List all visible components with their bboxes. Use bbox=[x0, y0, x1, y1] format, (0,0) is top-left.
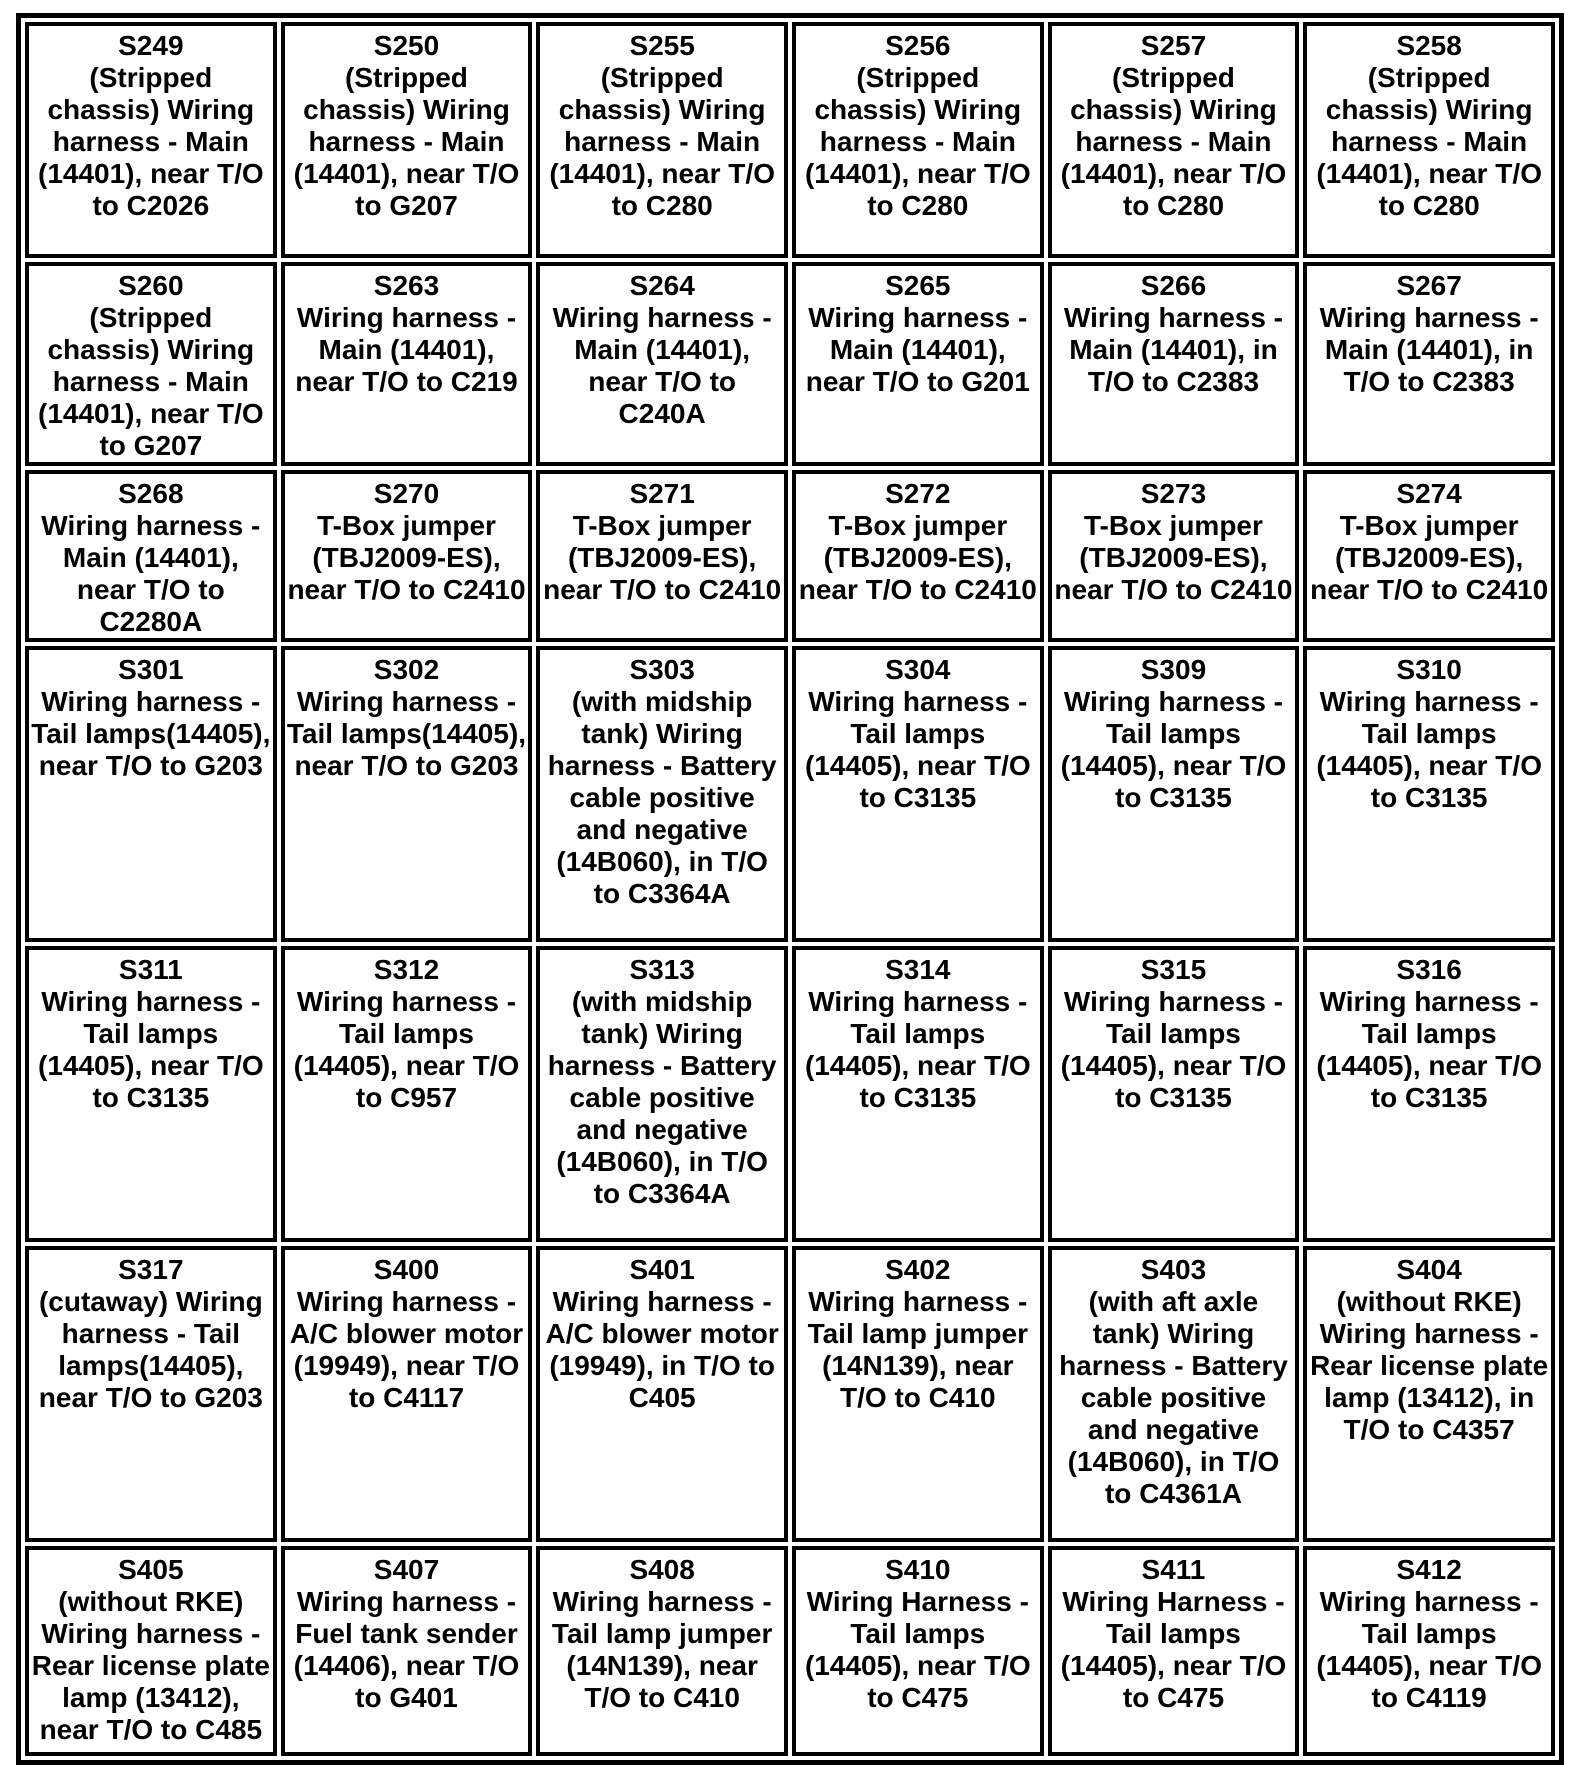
splice-code: S263 bbox=[373, 270, 440, 301]
table-cell bbox=[1048, 1246, 1300, 1542]
splice-code: S264 bbox=[629, 270, 695, 301]
splice-description: T-Box jumper (TBJ2009-ES), near T/O to C2410 bbox=[543, 510, 782, 605]
table-cell bbox=[536, 646, 788, 942]
splice-code: S266 bbox=[1140, 270, 1207, 301]
splice-code: S257 bbox=[1140, 30, 1207, 61]
splice-code: S313 bbox=[629, 954, 695, 985]
table-cell bbox=[1048, 946, 1300, 1242]
splice-description: (Stripped chassis) Wiring harness - Main (14401), near T/O to G207 bbox=[38, 302, 264, 461]
splice-description: Wiring harness - Main (14401), in T/O to C2383 bbox=[1063, 302, 1284, 397]
splice-code: S408 bbox=[629, 1554, 695, 1585]
table-cell bbox=[536, 262, 788, 466]
splice-description: T-Box jumper (TBJ2009-ES), near T/O to C2410 bbox=[1054, 510, 1293, 605]
splice-code: S401 bbox=[629, 1254, 695, 1285]
splice-description: (without RKE) Wiring harness - Rear license plate lamp (13412), in T/O to C4357 bbox=[1310, 1286, 1549, 1445]
splice-code: S412 bbox=[1396, 1554, 1462, 1585]
table-cell bbox=[1303, 1546, 1555, 1756]
table-cell bbox=[25, 1546, 277, 1756]
splice-code: S400 bbox=[373, 1254, 440, 1285]
splice-code: S258 bbox=[1396, 30, 1462, 61]
splice-code: S312 bbox=[373, 954, 440, 985]
splice-code: S273 bbox=[1140, 478, 1207, 509]
splice-code: S274 bbox=[1396, 478, 1462, 509]
table-cell bbox=[1048, 646, 1300, 942]
table-row bbox=[25, 22, 1555, 258]
table-cell bbox=[1048, 1546, 1300, 1756]
splice-code: S309 bbox=[1140, 654, 1207, 685]
splice-code: S311 bbox=[118, 954, 183, 985]
splice-code: S302 bbox=[373, 654, 440, 685]
splice-description: (with midship tank) Wiring harness - Battery cable positive and negative (14B060), in T/O to C3364A bbox=[547, 986, 777, 1209]
table-cell bbox=[281, 946, 533, 1242]
splice-code: S270 bbox=[373, 478, 440, 509]
splice-description: (Stripped chassis) Wiring harness - Main (14401), near T/O to C280 bbox=[804, 62, 1031, 221]
table-cell bbox=[281, 1246, 533, 1542]
splice-code: S249 bbox=[118, 30, 184, 61]
splice-code: S304 bbox=[885, 654, 951, 685]
splice-code: S411 bbox=[1141, 1554, 1206, 1585]
splice-code: S271 bbox=[629, 478, 695, 509]
splice-description: (Stripped chassis) Wiring harness - Main (14401), near T/O to C280 bbox=[1316, 62, 1542, 221]
table-cell bbox=[25, 22, 277, 258]
splice-description: Wiring harness - Tail lamps(14405), near T/O to G203 bbox=[286, 686, 527, 781]
table-row bbox=[25, 1546, 1555, 1756]
splice-description: Wiring harness - A/C blower motor (19949), in T/O to C405 bbox=[545, 1286, 779, 1413]
splice-description: Wiring harness - Tail lamps (14405), near T/O to C3135 bbox=[804, 686, 1031, 813]
splice-description: Wiring harness - Tail lamp jumper (14N139), near T/O to C410 bbox=[807, 1286, 1028, 1413]
splice-code: S268 bbox=[118, 478, 184, 509]
table-row bbox=[25, 470, 1555, 642]
table-cell bbox=[536, 22, 788, 258]
splice-code: S310 bbox=[1396, 654, 1462, 685]
splice-description: (Stripped chassis) Wiring harness - Main (14401), near T/O to C280 bbox=[549, 62, 775, 221]
splice-description: Wiring harness - Main (14401), near T/O to C240A bbox=[552, 302, 772, 429]
table-cell bbox=[792, 646, 1044, 942]
splice-description: Wiring Harness - Tail lamps (14405), near T/O to C475 bbox=[1060, 1586, 1287, 1713]
table-cell bbox=[1303, 946, 1555, 1242]
table-cell bbox=[281, 1546, 533, 1756]
table-cell bbox=[281, 22, 533, 258]
splice-description: Wiring harness - Tail lamps (14405), near T/O to C3135 bbox=[804, 986, 1031, 1113]
splice-description: Wiring harness - Main (14401), near T/O to C219 bbox=[295, 302, 518, 397]
splice-description: Wiring Harness - Tail lamps (14405), near T/O to C475 bbox=[804, 1586, 1031, 1713]
splice-description: T-Box jumper (TBJ2009-ES), near T/O to C2410 bbox=[287, 510, 526, 605]
table-cell bbox=[25, 1246, 277, 1542]
splice-code: S403 bbox=[1140, 1254, 1207, 1285]
table-cell bbox=[792, 470, 1044, 642]
splice-description: Wiring harness - Tail lamps (14405), near T/O to C3135 bbox=[1060, 686, 1287, 813]
table-cell bbox=[792, 262, 1044, 466]
table-row bbox=[25, 946, 1555, 1242]
splice-description: Wiring harness - Tail lamps (14405), near T/O to C957 bbox=[293, 986, 520, 1113]
splice-code: S301 bbox=[118, 654, 184, 685]
table-cell bbox=[25, 262, 277, 466]
splice-code: S303 bbox=[629, 654, 695, 685]
table-cell bbox=[1048, 22, 1300, 258]
splice-description: (cutaway) Wiring harness - Tail lamps(14405), near T/O to G203 bbox=[38, 1286, 263, 1413]
splice-code: S317 bbox=[118, 1254, 184, 1285]
table-cell bbox=[536, 1246, 788, 1542]
table-row bbox=[25, 646, 1555, 942]
splice-description: (Stripped chassis) Wiring harness - Main (14401), near T/O to C2026 bbox=[38, 62, 264, 221]
table-cell bbox=[281, 262, 533, 466]
table-cell bbox=[792, 1246, 1044, 1542]
splice-description: Wiring harness - Main (14401), near T/O to C2280A bbox=[41, 510, 261, 637]
splice-code: S402 bbox=[885, 1254, 951, 1285]
splice-description: Wiring harness - Tail lamps (14405), near T/O to C3135 bbox=[1316, 986, 1542, 1113]
table-cell bbox=[792, 946, 1044, 1242]
splice-code: S410 bbox=[885, 1554, 951, 1585]
splice-description: (without RKE) Wiring harness - Rear license plate lamp (13412), near T/O to C485 bbox=[31, 1586, 270, 1745]
table-cell bbox=[1048, 470, 1300, 642]
table-cell bbox=[1048, 262, 1300, 466]
splice-description: Wiring harness - Tail lamps (14405), near T/O to C3135 bbox=[38, 986, 264, 1113]
table-cell bbox=[25, 646, 277, 942]
splice-description: (with midship tank) Wiring harness - Battery cable positive and negative (14B060), in T/O to C3364A bbox=[547, 686, 777, 909]
splice-code: S260 bbox=[118, 270, 184, 301]
splice-code: S404 bbox=[1396, 1254, 1462, 1285]
table-cell bbox=[25, 470, 277, 642]
table-cell bbox=[792, 22, 1044, 258]
splice-description: (Stripped chassis) Wiring harness - Main (14401), near T/O to G207 bbox=[293, 62, 520, 221]
splice-code: S265 bbox=[885, 270, 951, 301]
table-cell bbox=[281, 470, 533, 642]
splice-description: Wiring harness - Fuel tank sender (14406), near T/O to G401 bbox=[293, 1586, 520, 1713]
table-cell bbox=[1303, 470, 1555, 642]
splice-code: S267 bbox=[1396, 270, 1462, 301]
splice-description: Wiring harness - Tail lamps(14405), near T/O to G203 bbox=[31, 686, 271, 781]
table-cell bbox=[1303, 646, 1555, 942]
table-row bbox=[25, 1246, 1555, 1542]
splice-code: S316 bbox=[1396, 954, 1462, 985]
splice-description: Wiring harness - Main (14401), in T/O to C2383 bbox=[1319, 302, 1539, 397]
table-cell bbox=[1303, 262, 1555, 466]
splice-description: T-Box jumper (TBJ2009-ES), near T/O to C2410 bbox=[798, 510, 1037, 605]
table-cell bbox=[536, 1546, 788, 1756]
splice-code: S256 bbox=[885, 30, 951, 61]
splice-code: S250 bbox=[373, 30, 440, 61]
splice-description: (with aft axle tank) Wiring harness - Battery cable positive and negative (14B060), in T/O to C4361A bbox=[1059, 1286, 1288, 1509]
splice-description: Wiring harness - Tail lamps (14405), near T/O to C3135 bbox=[1060, 986, 1287, 1113]
table-cell bbox=[1303, 22, 1555, 258]
splice-code: S255 bbox=[629, 30, 695, 61]
splice-code: S314 bbox=[885, 954, 951, 985]
splice-description: T-Box jumper (TBJ2009-ES), near T/O to C2410 bbox=[1310, 510, 1549, 605]
splice-description: Wiring harness - Tail lamps (14405), near T/O to C3135 bbox=[1316, 686, 1542, 813]
splice-code: S407 bbox=[373, 1554, 440, 1585]
splice-code: S315 bbox=[1140, 954, 1207, 985]
table-cell bbox=[281, 646, 533, 942]
table-cell bbox=[536, 946, 788, 1242]
table-cell bbox=[792, 1546, 1044, 1756]
splice-description: (Stripped chassis) Wiring harness - Main (14401), near T/O to C280 bbox=[1060, 62, 1287, 221]
table-cell bbox=[25, 946, 277, 1242]
splice-description: Wiring harness - Tail lamps (14405), near T/O to C4119 bbox=[1316, 1586, 1542, 1713]
splice-code: S405 bbox=[118, 1554, 184, 1585]
splice-description: Wiring harness - Main (14401), near T/O to G201 bbox=[805, 302, 1030, 397]
splice-description: Wiring harness - Tail lamp jumper (14N139), near T/O to C410 bbox=[551, 1586, 773, 1713]
splice-code: S272 bbox=[885, 478, 951, 509]
splice-description: Wiring harness - A/C blower motor (19949), near T/O to C4117 bbox=[289, 1286, 524, 1413]
table-cell bbox=[1303, 1246, 1555, 1542]
table-cell bbox=[536, 470, 788, 642]
table-row bbox=[25, 262, 1555, 466]
splice-location-table bbox=[16, 13, 1564, 1765]
